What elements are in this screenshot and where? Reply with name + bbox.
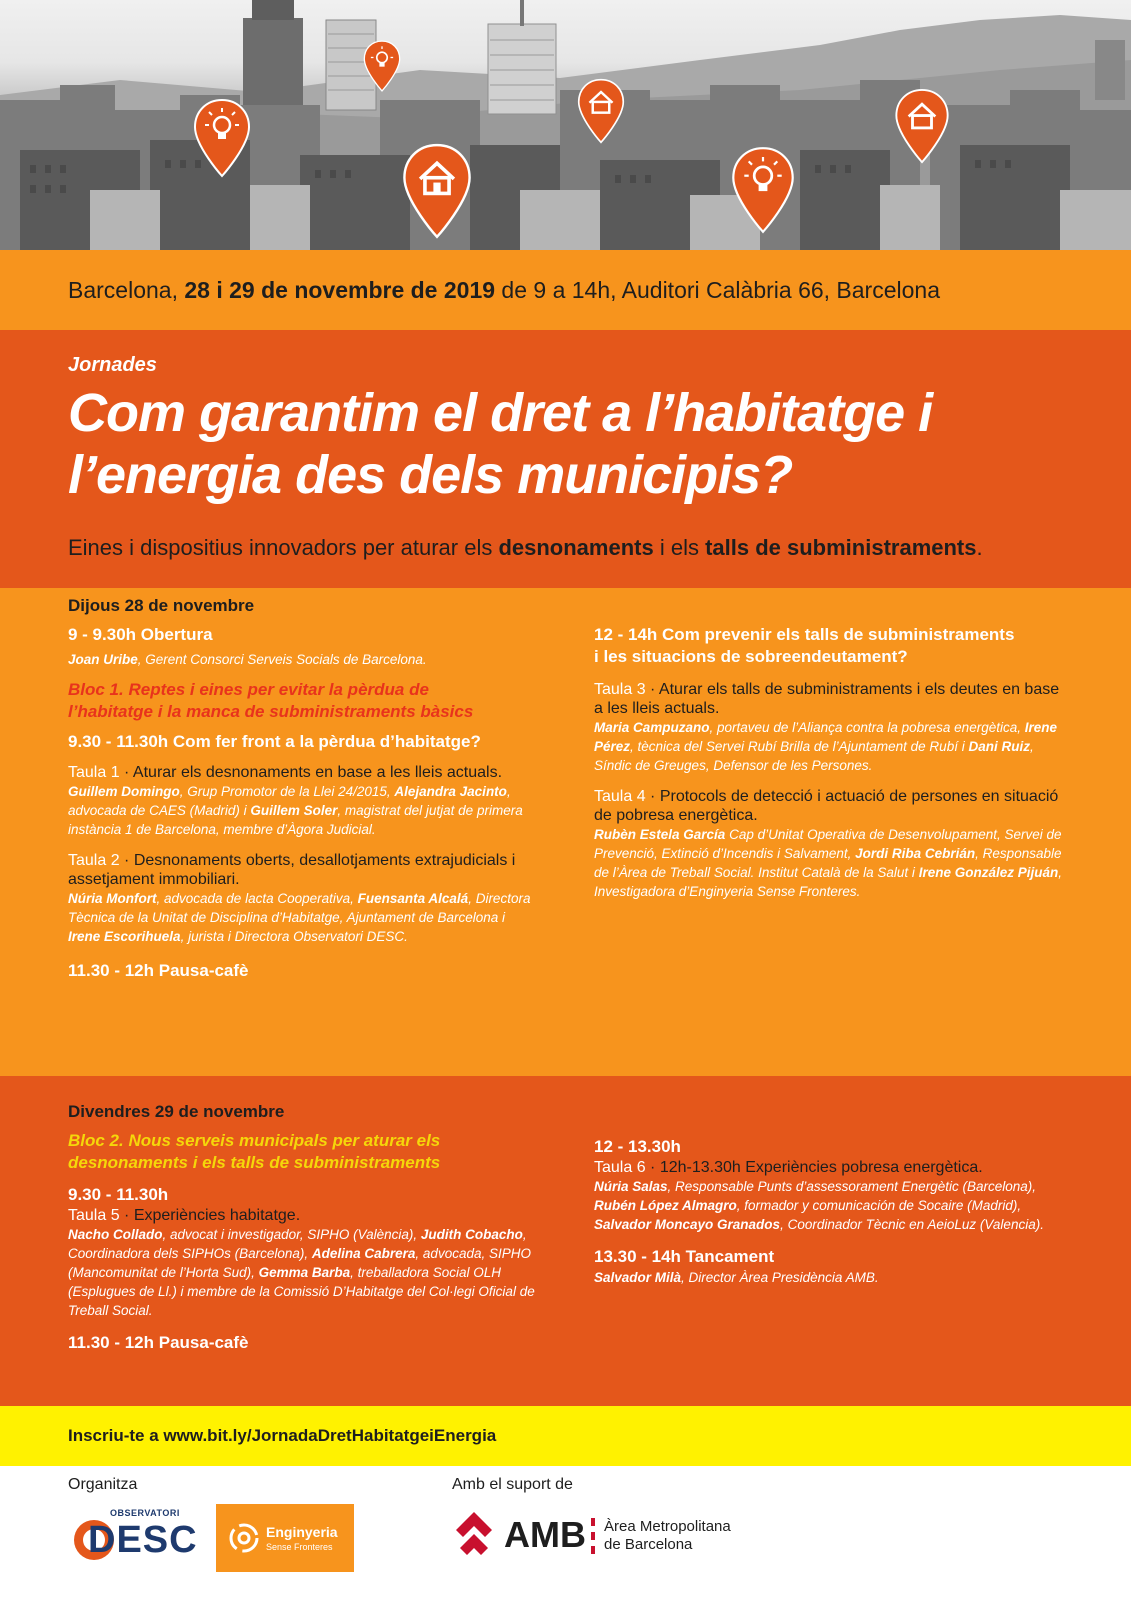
lightbulb-pin-icon [193, 98, 251, 178]
lightbulb-pin-icon [363, 38, 401, 94]
speaker-name: Núria Monfort [68, 891, 157, 906]
esf-swirl-icon [228, 1522, 260, 1554]
coffee-break: 11.30 - 12h Pausa-cafè [68, 1333, 249, 1352]
speaker-name: Fuensanta Alcalá [357, 891, 469, 906]
taula-label: Taula 6 [594, 1159, 646, 1176]
speaker-name: Judith Cobacho [420, 1227, 523, 1242]
speaker-role: , magistrat del jutjat de primera instància 1 de Barcelona, membre d’Àgora Judicial. [68, 803, 523, 837]
esf-logo-line1: Enginyeria [266, 1524, 338, 1540]
speaker-name: Maria Campuzano [594, 720, 710, 735]
speaker-role: , Responsable de l’Àrea de Treball Social. Institut Català de la Salut i [594, 846, 1062, 880]
bloc2-title [68, 1130, 538, 1174]
taula-label: Taula 1 [68, 764, 120, 781]
house-pin-icon [894, 88, 950, 164]
speaker-name: Salvador Moncayo Granados [594, 1217, 781, 1232]
bloc1-title-line: l’habitatge i la manca de subministraments bàsics [68, 702, 474, 721]
speaker-name: Nacho Collado [68, 1227, 163, 1242]
day1-section [0, 588, 1131, 1076]
subtitle [68, 535, 983, 561]
speaker-role: , jurista i Directora Observatori DESC. [180, 929, 408, 944]
slot-supplies [594, 624, 1064, 668]
speaker-name: Irene González Pijuán [918, 865, 1059, 880]
slot-morning: 9.30 - 11.30h [68, 1185, 169, 1204]
amb-logo [452, 1510, 752, 1564]
speaker-role: , advocada de CAES (Madrid) i [68, 784, 511, 818]
taula-title: · 12h-13.30h Experiències pobresa energètica. [645, 1159, 983, 1176]
taula-3-speakers [594, 718, 1064, 775]
kicker: Jornades [68, 354, 157, 376]
taula-title: · Experiències habitatge. [119, 1207, 301, 1224]
opening-slot: 9 - 9.30h Obertura [68, 625, 213, 644]
subtitle-part: i els [653, 535, 706, 560]
bloc1-title [68, 679, 538, 723]
taula-label: Taula 2 [68, 852, 120, 869]
city-prefix: Barcelona, [68, 276, 185, 303]
taula-label: Taula 3 [594, 681, 646, 698]
speaker-role: , Grup Promotor de la Llei 24/2015, [179, 784, 395, 799]
speaker-name: Salvador Milà [594, 1270, 682, 1285]
taula-label: Taula 5 [68, 1207, 120, 1224]
speaker-name: Gemma Barba [258, 1265, 351, 1280]
day1-left-column [68, 624, 538, 982]
slot-line: i les situacions de sobreendeutament? [594, 647, 908, 666]
speaker-name: Rubén López Almagro [594, 1198, 737, 1213]
house-pin-icon [577, 78, 625, 144]
esf-logo-line2: Sense Fronteres [266, 1542, 333, 1552]
day1-right-column [594, 624, 1064, 901]
day2-heading: Divendres 29 de novembre [68, 1102, 285, 1121]
speaker-role: , advocada, SIPHO (Mancomunitat de l’Horta Sud), [68, 1246, 531, 1280]
organizer-label: Organitza [68, 1476, 138, 1493]
taula-3-title [594, 680, 1064, 718]
amb-logo-text: AMB [504, 1514, 586, 1555]
taula-1-title [68, 763, 538, 782]
taula-5-title [68, 1206, 538, 1225]
taula-4-speakers [594, 825, 1064, 901]
taula-2-title [68, 851, 538, 889]
city-skyline-image [0, 0, 1131, 250]
speaker-role: , Coordinadora dels SIPHOs (Barcelona), [68, 1227, 527, 1261]
main-title-line-2: l’energia des dels municipis? [68, 445, 793, 505]
enginyeria-sense-fronteres-logo [216, 1504, 354, 1572]
speaker-role: , advocat i investigador, SIPHO (València), [162, 1227, 421, 1242]
subtitle-part: Eines i dispositius innovadors per aturar els [68, 535, 499, 560]
speaker-name: Jordi Riba Cebrián [855, 846, 976, 861]
day1-heading: Dijous 28 de novembre [68, 596, 255, 615]
registration-link[interactable]: Inscriu-te a www.bit.ly/JornadaDretHabitatgeiEnergia [68, 1426, 497, 1445]
speaker-name: Rubèn Estela García [594, 827, 726, 842]
speaker-name: Dani Ruiz [968, 739, 1030, 754]
opening-speaker [68, 650, 538, 669]
event-time-place: de 9 a 14h, Auditori Calàbria 66, Barcelona [495, 276, 940, 303]
amb-logo-line2: de Barcelona [604, 1536, 693, 1553]
amb-logo-mark [452, 1510, 496, 1560]
slot-line: 12 - 14h Com prevenir els talls de subministraments [594, 625, 1015, 644]
speaker-name: Alejandra Jacinto [394, 784, 507, 799]
taula-title: · Protocols de detecció i actuació de persones en situació de pobresa energètica. [594, 788, 1059, 824]
speaker-role: , Síndic de Greuges, Defensor de les Persones. [594, 739, 1034, 773]
speaker-role: , tècnica del Servei Rubí Brilla de l’Ajuntament de Rubí i [630, 739, 969, 754]
closing-slot: 13.30 - 14h Tancament [594, 1247, 775, 1266]
event-date-bar [0, 250, 1131, 330]
main-title-line-1: Com garantim el dret a l’habitatge i [68, 383, 933, 443]
speaker-name: Irene Pérez [594, 720, 1058, 754]
subtitle-part: . [976, 535, 983, 560]
bloc2-title-line: Bloc 2. Nous serveis municipals per aturar els [68, 1131, 441, 1150]
lightbulb-pin-icon [731, 146, 795, 234]
desc-logo-text: DESC [88, 1519, 198, 1561]
main-title [68, 382, 1108, 506]
speaker-name: Guillem Domingo [68, 784, 180, 799]
taula-6-speakers [594, 1177, 1064, 1234]
speaker-role: , treballadora Social OLH (Esplugues de Ll.) i membre de la Comissió D’Habitatge del Col·legi Oficial de Treball Social. [68, 1265, 535, 1318]
subtitle-highlight: desnonaments [498, 535, 654, 560]
hero-cityscape [0, 0, 1131, 250]
taula-title: · Desnonaments oberts, desallotjaments extrajudicials i assetjament immobiliari. [68, 852, 516, 888]
taula-5-speakers [68, 1225, 538, 1320]
speaker-role: , portaveu de l’Aliança contra la pobresa energètica, [709, 720, 1025, 735]
speaker-role: , Directora Tècnica de la Unitat de Disciplina d’Habitatge, Ajuntament de Barcelona i [68, 891, 531, 925]
speaker-name: Guillem Soler [250, 803, 338, 818]
speaker-name: Núria Salas [594, 1179, 668, 1194]
day2-section [0, 1076, 1131, 1406]
registration-bar [0, 1406, 1131, 1466]
speaker-role: , formador y comunicación de Socaire (Madrid), [736, 1198, 1022, 1213]
support-label: Amb el suport de [452, 1476, 573, 1493]
slot-midday: 12 - 13.30h [594, 1137, 681, 1156]
amb-divider-icon [590, 1518, 596, 1554]
speaker-role: , Coordinador Tècnic en AeioLuz (Valencia). [780, 1217, 1044, 1232]
speaker-role: Cap d’Unitat Operativa de Desenvolupament, Servei de Prevenció, Extinció d’Incendis i Salvament, [594, 827, 1062, 861]
speaker-role: , Gerent Consorci Serveis Socials de Barcelona. [137, 652, 427, 667]
speaker-name: Joan Uribe [68, 652, 138, 667]
slot-housing: 9.30 - 11.30h Com fer front a la pèrdua d’habitatge? [68, 732, 481, 751]
bloc2-title-line: desnonaments i els talls de subministraments [68, 1153, 441, 1172]
taula-6-title [594, 1158, 1064, 1177]
observatori-desc-logo [68, 1506, 198, 1562]
speaker-role: , Director Àrea Presidència AMB. [681, 1270, 879, 1285]
day2-left-column [68, 1130, 538, 1354]
taula-title: · Aturar els desnonaments en base a les lleis actuals. [119, 764, 503, 781]
speaker-name: Irene Escorihuela [68, 929, 181, 944]
taula-2-speakers [68, 889, 538, 946]
day2-right-column [594, 1136, 1064, 1287]
subtitle-highlight: talls de subministraments [705, 535, 977, 560]
speaker-name: Adelina Cabrera [311, 1246, 416, 1261]
taula-label: Taula 4 [594, 788, 646, 805]
taula-4-title [594, 787, 1064, 825]
amb-logo-line1: Àrea Metropolitana [604, 1518, 731, 1535]
desc-logo-top: OBSERVATORI [110, 1508, 180, 1518]
event-dates: 28 i 29 de novembre de 2019 [184, 276, 496, 303]
taula-title: · Aturar els talls de subministraments i els deutes en base a les lleis actuals. [594, 681, 1060, 717]
speaker-role: , Investigadora d’Enginyeria Sense Fronteres. [594, 865, 1062, 899]
bloc1-title-line: Bloc 1. Reptes i eines per evitar la pèrdua de [68, 680, 429, 699]
taula-1-speakers [68, 782, 538, 839]
speaker-role: , Responsable Punts d’assessorament Energètic (Barcelona), [667, 1179, 1036, 1194]
speaker-role: , advocada de lacta Cooperativa, [156, 891, 358, 906]
title-block [0, 330, 1131, 588]
coffee-break: 11.30 - 12h Pausa-cafè [68, 961, 249, 980]
closing-speaker [594, 1268, 1064, 1287]
house-pin-icon [402, 142, 472, 240]
